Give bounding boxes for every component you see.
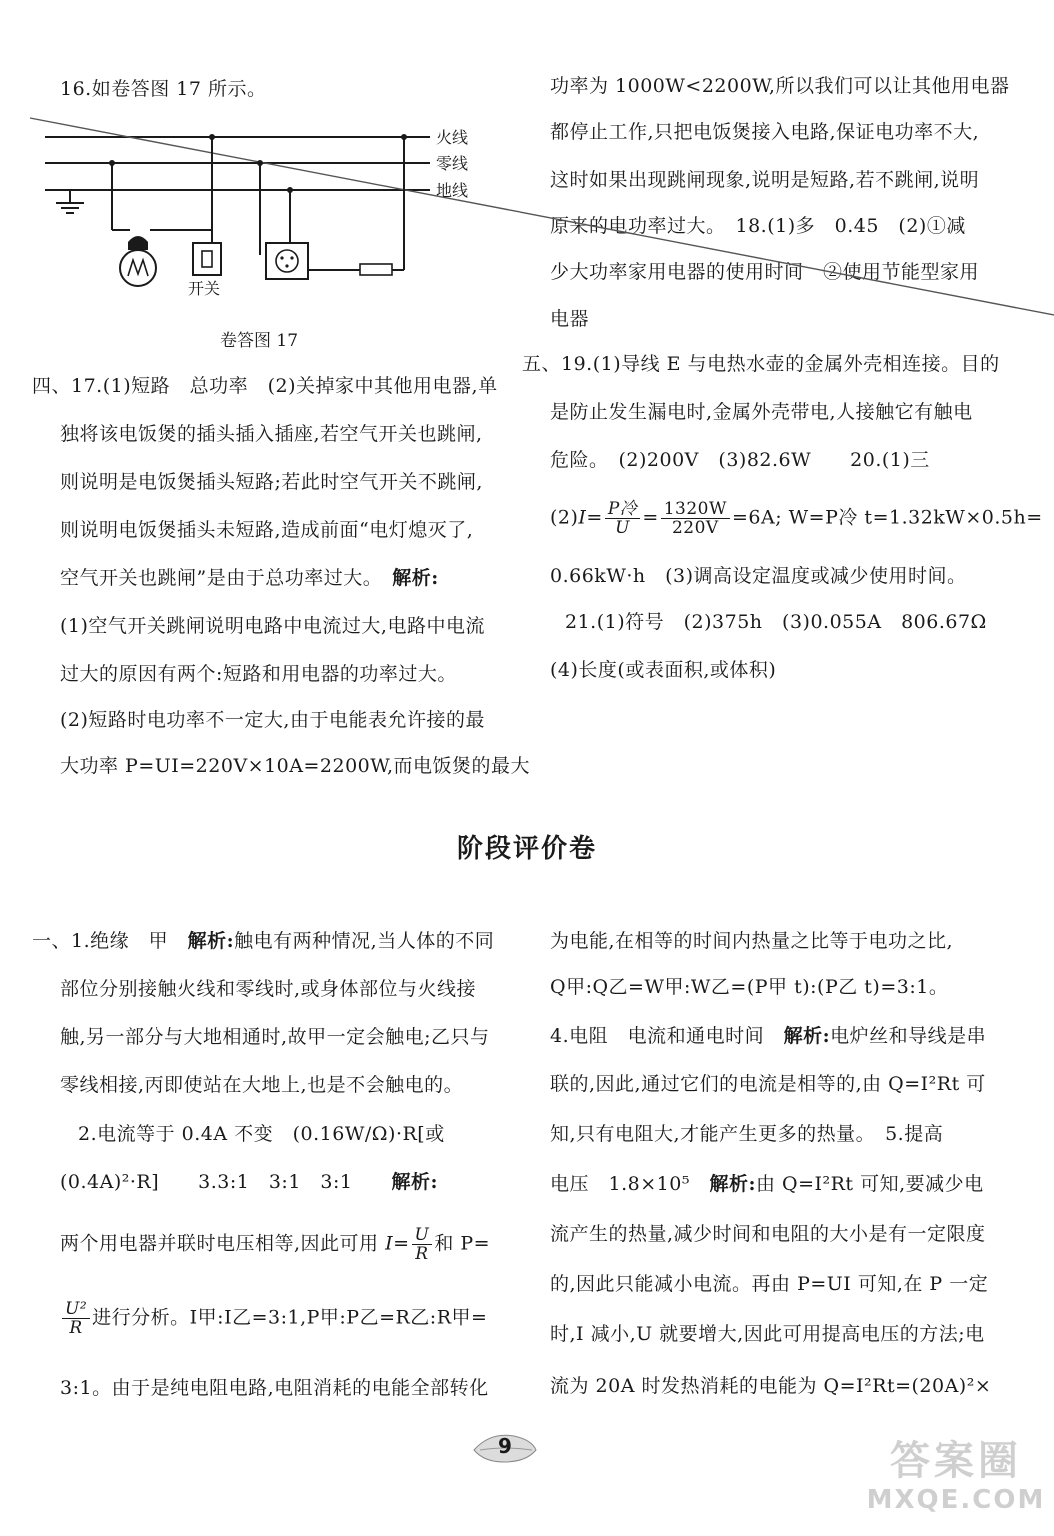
fraction-denominator: 220V: [671, 518, 719, 538]
right-top-line-1: 功率为 1000W<2200W,所以我们可以让其他用电器: [550, 75, 1010, 97]
formula-prefix: (2): [550, 506, 579, 529]
q17-line-1: 四、17.(1)短路 总功率 (2)关掉家中其他用电器,单: [32, 375, 498, 397]
q5-analysis: 由 Q=I²Rt 可知,要减少电: [755, 1173, 984, 1195]
line-8-rest: 进行分析。I甲:I乙=3:1,P甲:P乙=R乙:R甲=: [92, 1306, 488, 1329]
analysis-label: 解析:: [709, 1173, 756, 1195]
q4-analysis: 电炉丝和导线是串: [830, 1025, 987, 1047]
analysis-label: 解析:: [783, 1025, 831, 1047]
right-top-line-5: 少大功率家用电器的使用时间 ②使用节能型家用: [550, 261, 980, 283]
q17-line-4: 则说明电饭煲插头未短路,造成前面“电灯熄灭了,: [60, 519, 474, 541]
analysis-label: 解析:: [392, 567, 439, 589]
right-bottom-line-7: 流产生的热量,减少时间和电阻的大小是有一定限度: [550, 1223, 986, 1245]
fraction-numerator: U²: [62, 1300, 90, 1319]
fraction-denominator: R: [69, 1318, 83, 1338]
right-bottom-line-8: 的,因此只能减小电流。再由 P=UI 可知,在 P 一定: [550, 1273, 989, 1295]
right-top-line-9: 危险。 (2)200V (3)82.6W 20.(1)三: [550, 449, 930, 471]
fraction-u2-over-r: [62, 1300, 90, 1337]
left-bottom-line-3: 触,另一部分与大地相通时,故甲一定会触电;乙只与: [60, 1026, 490, 1048]
q17-line-7: 过大的原因有两个:短路和用电器的功率过大。: [60, 663, 457, 685]
right-bottom-line-2: Q甲:Q乙=W甲:W乙=(P甲 t):(P乙 t)=3:1。: [550, 976, 949, 998]
formula-i: I=: [578, 506, 603, 529]
fraction-numerator: U: [412, 1226, 433, 1245]
question-16-text: 16.如卷答图 17 所示。: [60, 78, 267, 100]
fraction-numerator: 1320W: [661, 500, 730, 519]
right-top-line-3: 这时如果出现跳闸现象,说明是短路,若不跳闸,说明: [550, 169, 980, 191]
right-top-line-12: 21.(1)符号 (2)375h (3)0.055A 806.67Ω: [565, 611, 987, 633]
right-bottom-line-1: 为电能,在相等的时间内热量之比等于电功之比,: [550, 930, 954, 952]
page-number-badge: [470, 1428, 540, 1468]
right-bottom-line-9: 时,I 减小,U 就要增大,因此可用提高电压的方法;电: [550, 1323, 985, 1345]
q5-answer: 电压 1.8×10⁵: [550, 1173, 710, 1195]
right-top-line-10: [550, 500, 1043, 537]
fraction-denominator: U: [615, 518, 630, 538]
watermark: [866, 1438, 1046, 1528]
right-top-line-13: (4)长度(或表面积,或体积): [550, 659, 777, 681]
right-bottom-line-6: [550, 1170, 984, 1198]
analysis-label: 解析:: [391, 1171, 439, 1193]
page-number: 9: [498, 1434, 512, 1458]
left-bottom-line-4: 零线相接,丙即使站在大地上,也是不会触电的。: [60, 1074, 464, 1096]
watermark-url: MXQE.COM: [866, 1485, 1046, 1515]
left-bottom-line-8: [60, 1300, 487, 1337]
formula-equals: =: [642, 506, 659, 529]
left-bottom-line-2: 部位分别接触火线和零线时,或身体部位与火线接: [60, 978, 477, 1000]
right-bottom-line-5: 知,只有电阻大,才能产生更多的热量。 5.提高: [550, 1123, 944, 1145]
line-7-rest: 和 P=: [434, 1232, 491, 1255]
q4-answer: 4.电阻 电流和通电时间: [550, 1025, 784, 1047]
line-7-text: 两个用电器并联时电压相等,因此可用: [60, 1232, 386, 1255]
fraction-power-over-voltage: [661, 500, 730, 537]
formula-i: I=: [385, 1232, 410, 1255]
q1-analysis: 触电有两种情况,当人体的不同: [234, 930, 495, 952]
right-top-line-11: 0.66kW·h (3)调高设定温度或减少使用时间。: [550, 565, 967, 587]
analysis-label: 解析:: [187, 930, 235, 952]
right-bottom-line-10: 流为 20A 时发热消耗的电能为 Q=I²Rt=(20A)²×: [550, 1375, 992, 1397]
q17-line-9: 大功率 P=UI=220V×10A=2200W,而电饭煲的最大: [60, 755, 531, 777]
left-bottom-line-7: [60, 1226, 490, 1263]
q17-line-2: 独将该电饭煲的插头插入插座,若空气开关也跳闸,: [60, 423, 483, 445]
fraction-p-over-u: [605, 500, 640, 537]
diagram-caption: 卷答图 17: [220, 331, 299, 351]
switch-label: 开关: [188, 279, 221, 298]
right-top-line-8: 是防止发生漏电时,金属外壳带电,人接触它有触电: [550, 401, 973, 423]
right-bottom-line-3: [550, 1022, 986, 1050]
ground-wire-label: 地线: [436, 181, 469, 200]
q17-line-8: (2)短路时电功率不一定大,由于电能表允许接的最: [60, 709, 485, 731]
right-top-line-2: 都停止工作,只把电饭煲接入电路,保证电功率不大,: [550, 121, 980, 143]
q2-q3-answer: (0.4A)²·R] 3.3:1 3:1 3:1: [60, 1171, 392, 1193]
formula-rest: =6A; W=P冷 t=1.32kW×0.5h=: [731, 506, 1043, 529]
fire-wire-label: 火线: [436, 128, 469, 147]
fraction-denominator: R: [415, 1244, 429, 1264]
right-top-line-4: 原来的电功率过大。 18.(1)多 0.45 (2)①减: [550, 215, 966, 237]
neutral-wire-label: 零线: [436, 154, 469, 173]
q17-line-6: (1)空气开关跳闸说明电路中电流过大,电路中电流: [60, 615, 485, 637]
q1-answer: 一、1.绝缘 甲: [32, 930, 188, 952]
q17-line-5: [60, 564, 439, 592]
left-bottom-line-1: [32, 927, 494, 955]
section-title: 阶段评价卷: [456, 834, 597, 864]
circuit-diagram: [0, 100, 520, 330]
right-top-line-7: 五、19.(1)导线 E 与电热水壶的金属外壳相连接。目的: [522, 353, 1000, 375]
left-bottom-line-9: 3:1。由于是纯电阻电路,电阻消耗的电能全部转化: [60, 1377, 489, 1399]
fraction-numerator: P冷: [605, 500, 640, 519]
watermark-title: 答案圈: [890, 1438, 1022, 1484]
q17-line-5-text: 空气开关也跳闸”是由于总功率过大。: [60, 567, 393, 589]
q17-line-3: 则说明是电饭煲插头短路;若此时空气开关不跳闸,: [60, 471, 483, 493]
pen-stroke-right: [520, 200, 1054, 330]
left-bottom-line-5: 2.电流等于 0.4A 不变 (0.16W/Ω)·R[或: [78, 1123, 445, 1145]
right-top-line-6: 电器: [550, 308, 590, 330]
right-bottom-line-4: 联的,因此,通过它们的电流是相等的,由 Q=I²Rt 可: [550, 1073, 986, 1095]
left-bottom-line-6: [60, 1168, 438, 1196]
fraction-u-over-r: [412, 1226, 433, 1263]
